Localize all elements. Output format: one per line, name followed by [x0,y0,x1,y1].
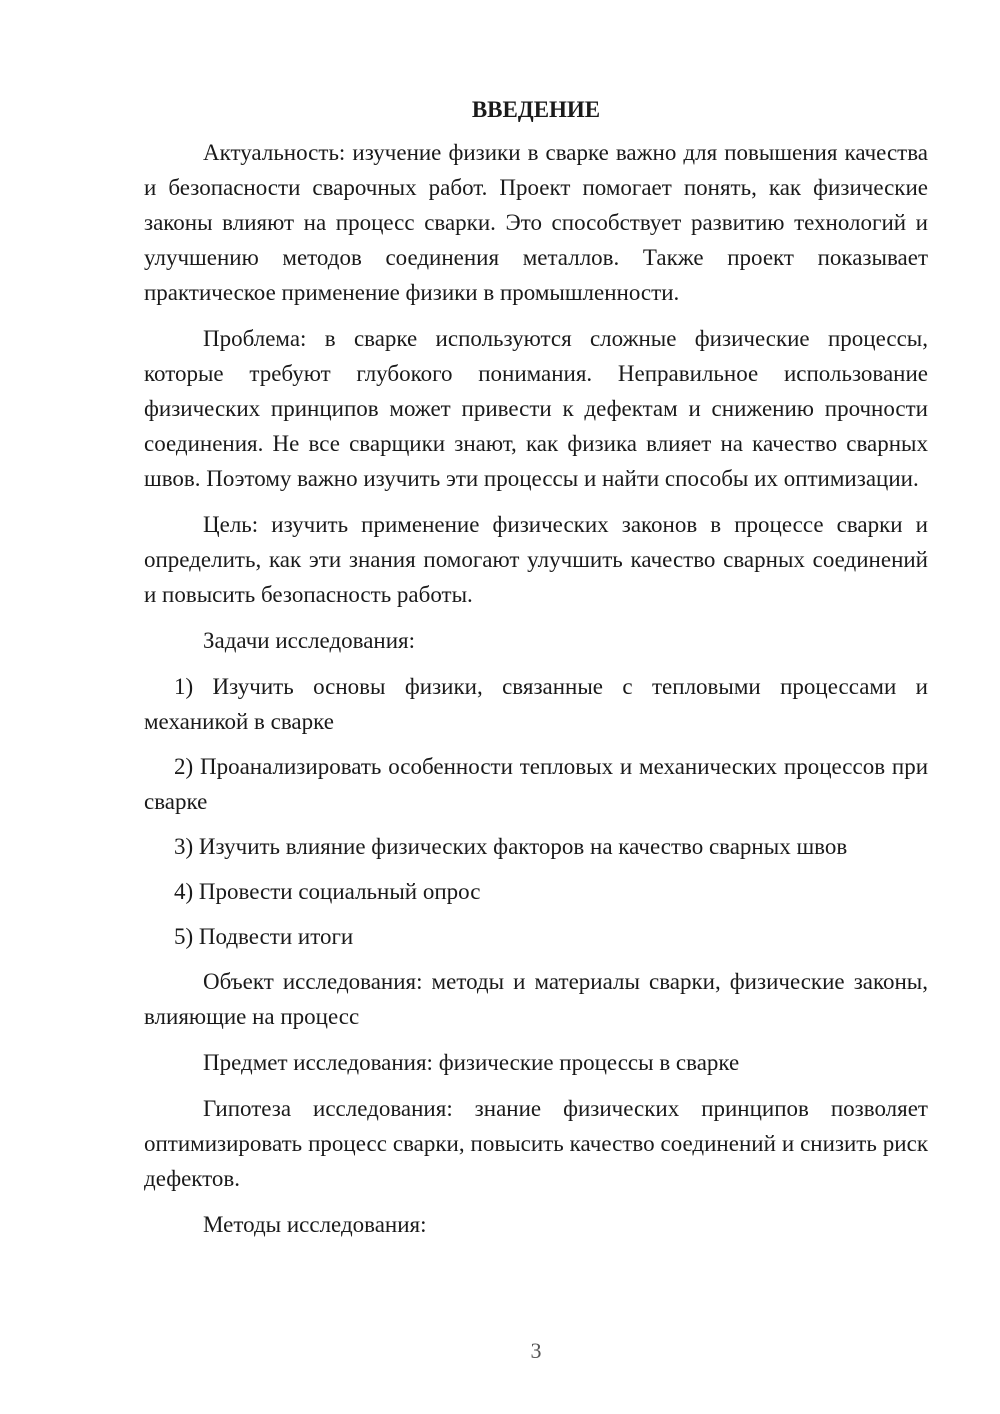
goal-paragraph: Цель: изучить применение физических законов в процессе сварки и определить, как эти знания помогают улучшить качество сварных соединений и повысить безопасность работы. [144,512,928,607]
relevance-paragraph: Актуальность: изучение физики в сварке важно для повышения качества и безопасности сварочных работ. Проект помогает понять, как физические законы влияют на процесс сварки. Это способствует развитию технологий и улучшению методов соединения металлов. Также проект показывает практическое применение физики в промышленности. [144,140,928,305]
task-item: 5) Подвести итоги [174,924,354,949]
task-item: 2) Проанализировать особенности тепловых и механических процессов при сварке [144,754,928,814]
object-paragraph: Объект исследования: методы и материалы сварки, физические законы, влияющие на процесс [144,969,928,1029]
hypothesis-paragraph: Гипотеза исследования: знание физических принципов позволяет оптимизировать процесс сварки, повысить качество соединений и снизить риск дефектов. [144,1096,928,1191]
task-item: 3) Изучить влияние физических факторов на качество сварных швов [174,834,848,859]
methods-heading: Методы исследования: [203,1212,427,1237]
task-item: 4) Провести социальный опрос [174,879,481,904]
problem-paragraph: Проблема: в сварке используются сложные физические процессы, которые требуют глубокого понимания. Неправильное использование физических принципов может привести к дефектам и снижению прочности соединения. Не все сварщики знают, как физика влияет на качество сварных швов. Поэтому важно изучить эти процессы и найти способы их оптимизации. [144,326,928,491]
task-item: 1) Изучить основы физики, связанные с тепловыми процессами и механикой в сварке [144,674,928,734]
subject-paragraph: Предмет исследования: физические процессы в сварке [203,1050,740,1075]
tasks-heading: Задачи исследования: [203,628,416,653]
page-content [144,92,928,1253]
section-title: ВВЕДЕНИЕ [471,97,601,122]
page-number: 3 [530,1338,542,1363]
